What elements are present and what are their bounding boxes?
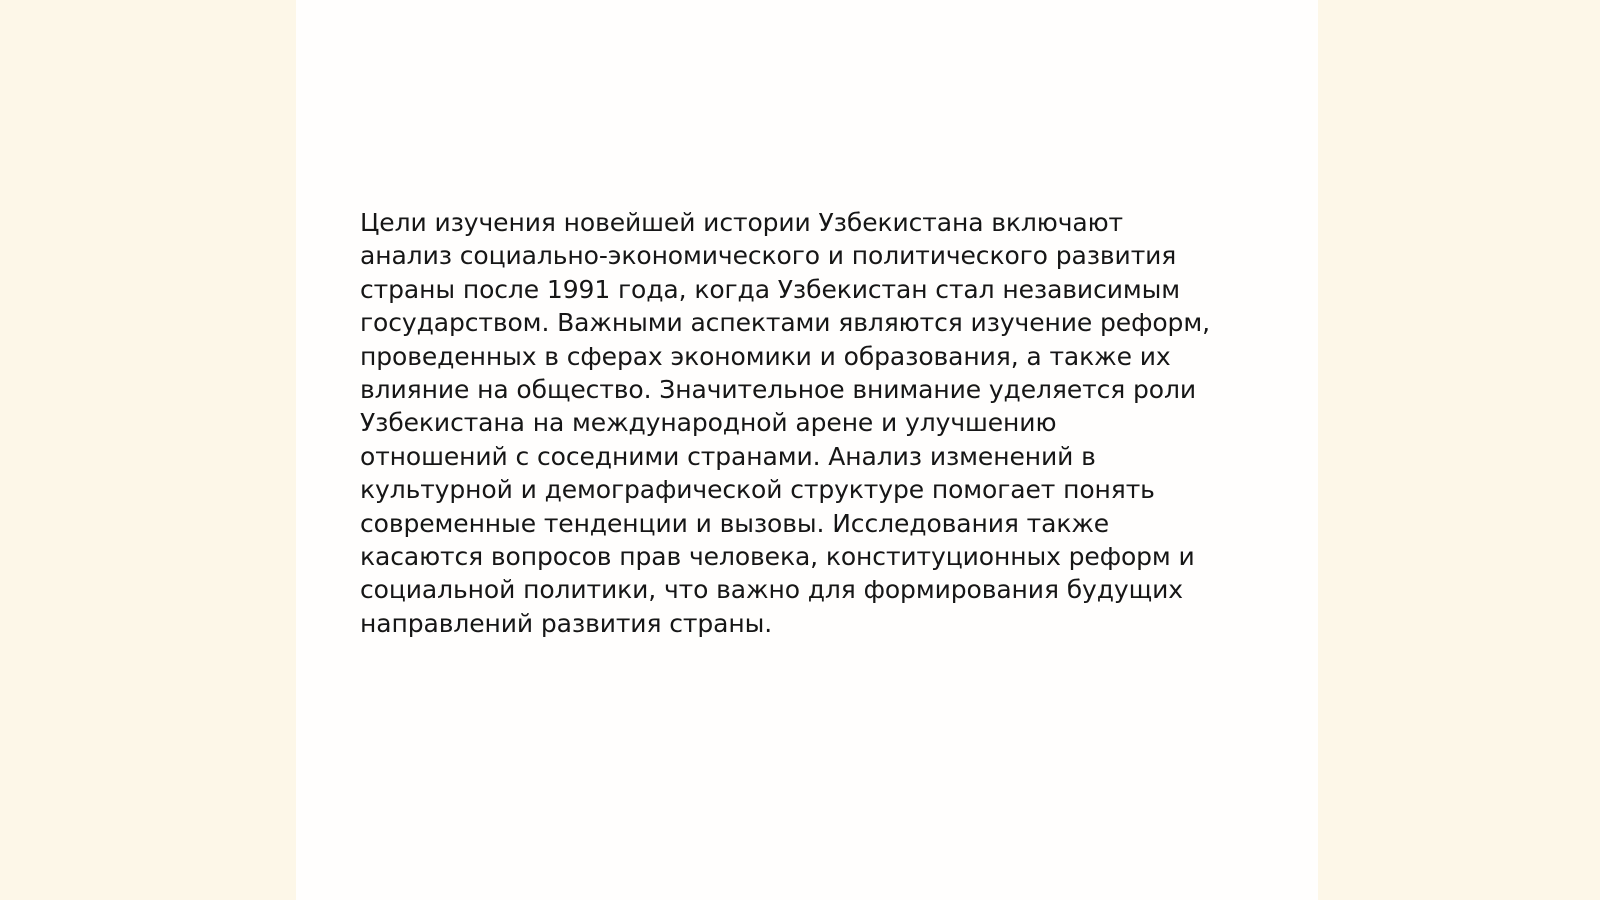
paragraph-line: касаются вопросов прав человека, конституционных реформ и — [360, 542, 1195, 572]
paragraph-line: направлений развития страны. — [360, 608, 773, 638]
paragraph-line: отношений с соседними странами. Анализ изменений в — [360, 441, 1096, 471]
paragraph-line: анализ социально-экономического и политического развития — [360, 241, 1177, 271]
paragraph-line: влияние на общество. Значительное внимание уделяется роли — [360, 375, 1197, 405]
paragraph-line: страны после 1991 года, когда Узбекистан стал независимым — [360, 274, 1181, 304]
paragraph-line: Узбекистана на международной арене и улучшению — [360, 408, 1057, 438]
paragraph-line: современные тенденции и вызовы. Исследования также — [360, 508, 1110, 538]
paragraph-line: государством. Важными аспектами являются изучение реформ, — [360, 308, 1210, 338]
document-page — [296, 0, 1318, 900]
paragraph-line: культурной и демографической структуре помогает понять — [360, 475, 1155, 505]
paragraph-line: проведенных в сферах экономики и образования, а также их — [360, 341, 1171, 371]
paragraph-line: Цели изучения новейшей истории Узбекистана включают — [360, 208, 1124, 237]
paragraph-line: социальной политики, что важно для формирования будущих — [360, 575, 1183, 605]
body-paragraph — [360, 206, 1260, 640]
